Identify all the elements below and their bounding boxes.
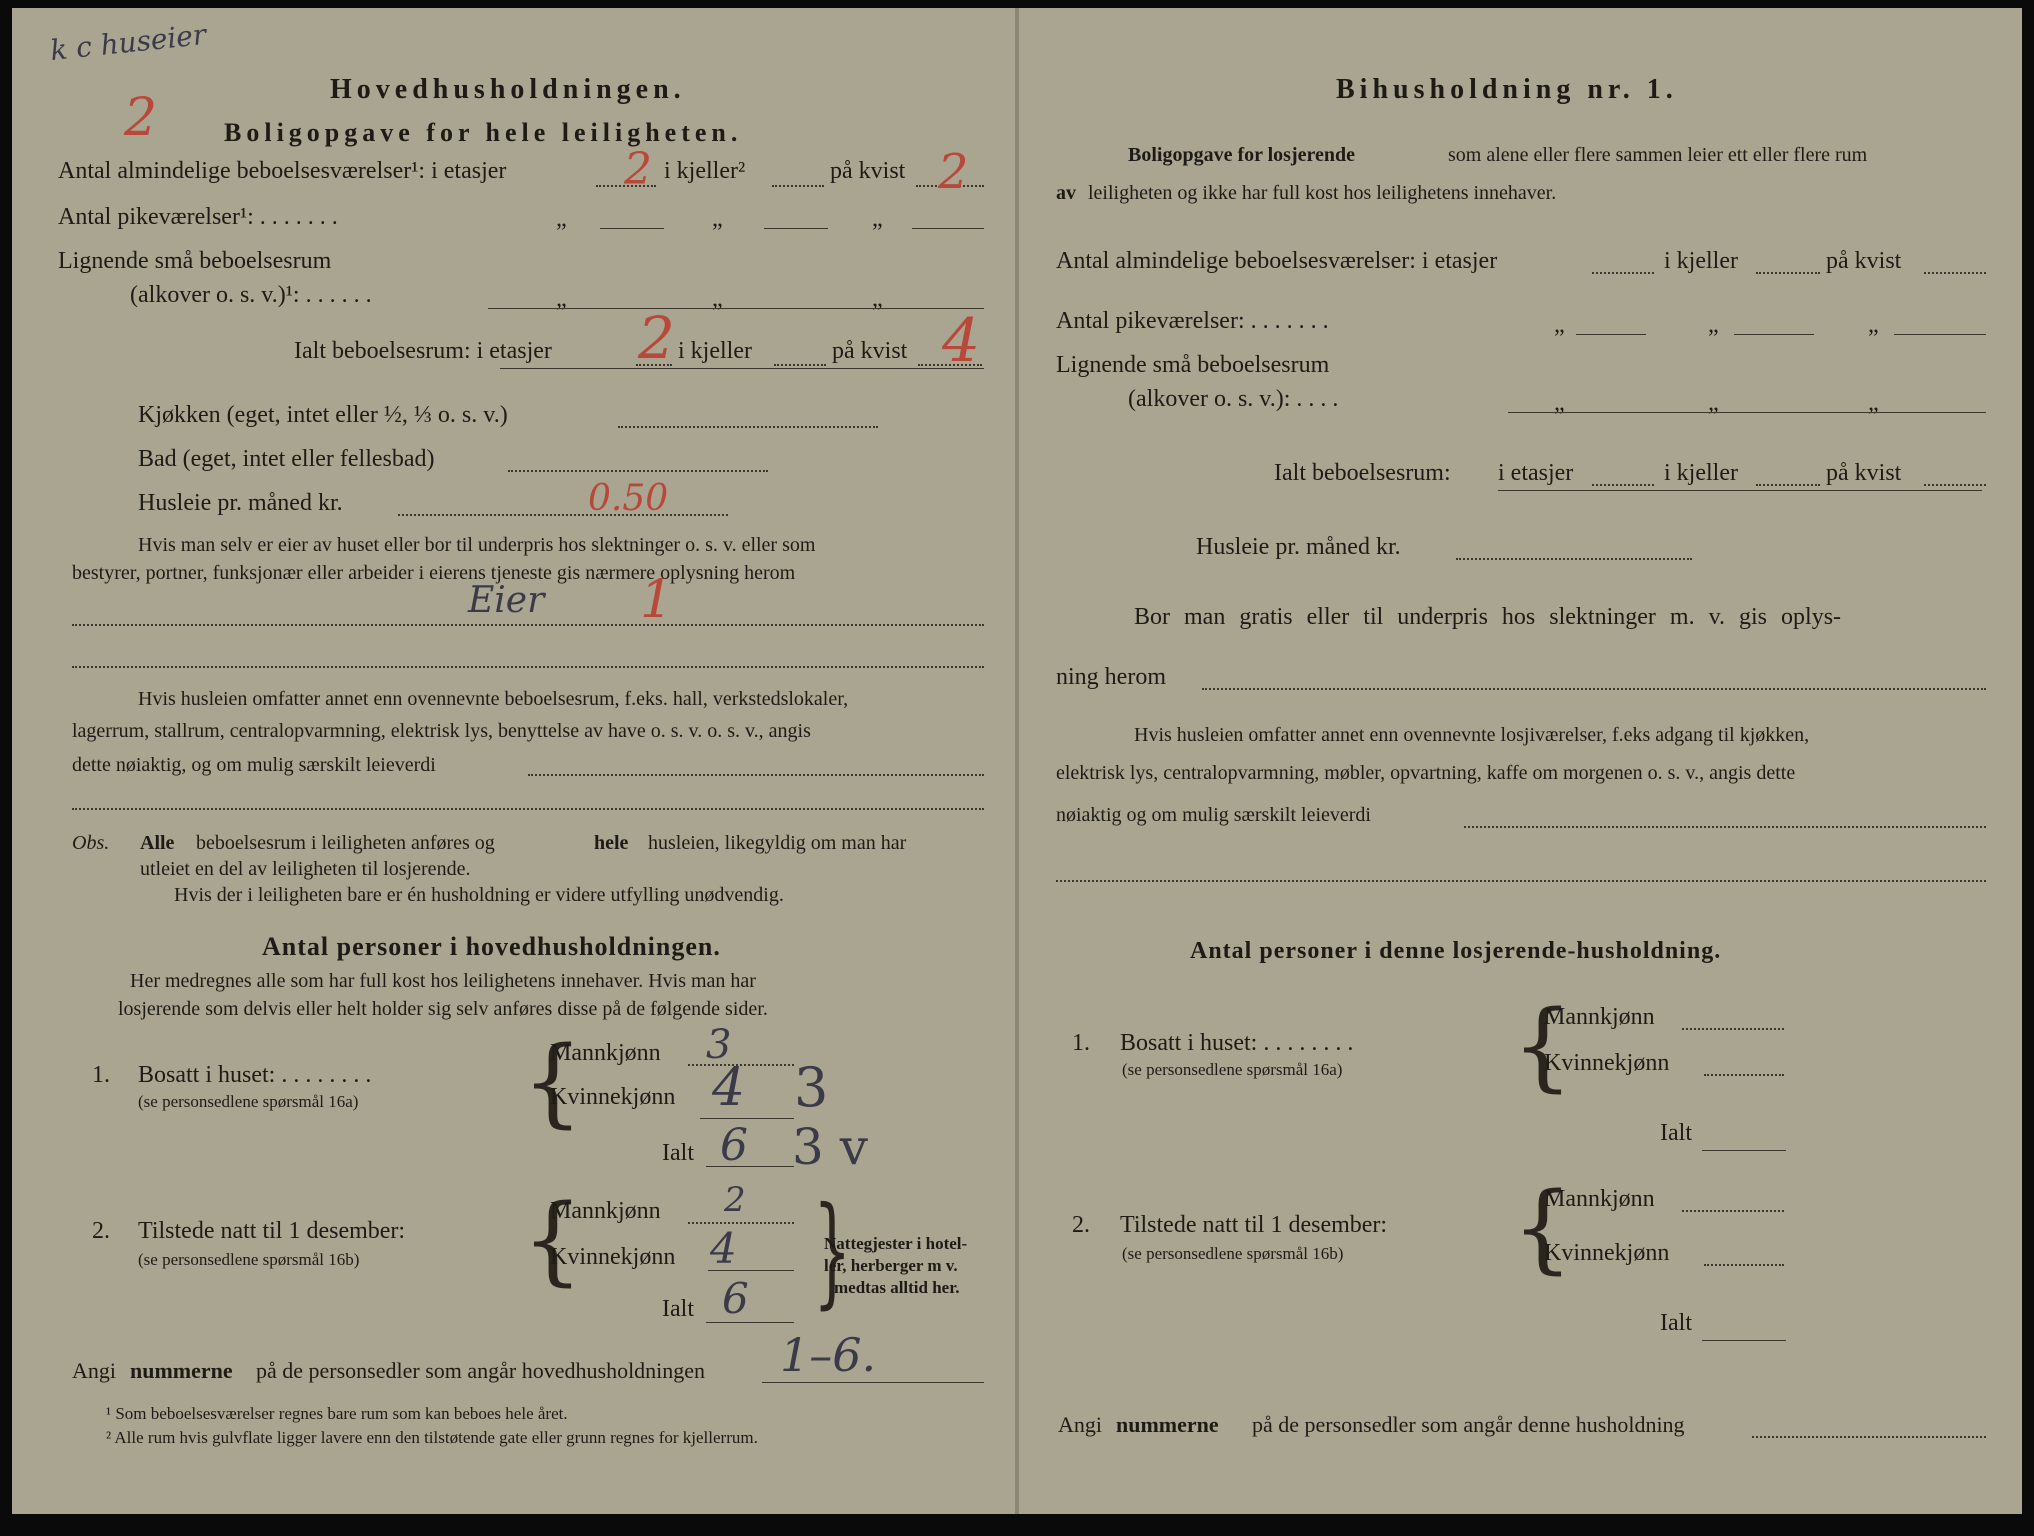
q1-ialt-label: Ialt	[1660, 1120, 1692, 1146]
ditto-mark: „	[1868, 312, 1879, 338]
obs-text-1a: beboelsesrum i leiligheten anføres og	[196, 832, 495, 854]
q1-brace: {	[522, 1026, 584, 1138]
q2-mann-label: Mannkjønn	[550, 1198, 661, 1224]
q2-ialt-label: Ialt	[662, 1296, 694, 1322]
ialt-kjeller-field	[1756, 484, 1820, 486]
ditto-mark: „	[1708, 312, 1719, 338]
ialt-kvist-field	[1924, 484, 1986, 486]
pike-kjeller-field	[1734, 334, 1814, 335]
bad-field	[508, 470, 768, 472]
obs-label: Obs.	[72, 832, 110, 854]
rooms-etasjer-value: 2	[624, 144, 652, 195]
obs-alle: Alle	[140, 832, 175, 854]
ialt-kjeller-label: i kjeller	[1664, 460, 1738, 486]
pike-kvist-field	[1894, 334, 1986, 335]
number-mark: 2	[124, 88, 158, 148]
rooms-kjeller-field	[772, 185, 824, 187]
q2-kvinne-value: 4	[710, 1224, 737, 1273]
rooms-kvist-label: på kvist	[830, 158, 906, 184]
gratis-field	[1202, 688, 1986, 690]
alkover-field	[1508, 412, 1986, 413]
omfatter-text-3: nøiaktig og om mulig særskilt leieverdi	[1056, 804, 1371, 826]
q1-mann-field	[1682, 1028, 1784, 1030]
obs-text-1b: husleien, likegyldig om man har	[648, 832, 907, 854]
corner-note: k c huseier	[48, 17, 208, 68]
persons-sub-1: Her medregnes alle som har full kost hos leilighetens innehaver. Hvis man har	[130, 970, 756, 992]
q1-number: 1.	[92, 1062, 110, 1088]
ditto-mark: „	[712, 206, 723, 232]
q2-kvinne-label: Kvinnekjønn	[1544, 1240, 1670, 1266]
q1-note: (se personsedlene spørsmål 16a)	[138, 1092, 359, 1111]
q2-brace: {	[1512, 1172, 1574, 1284]
omfatter-field-1	[1464, 826, 1986, 828]
husleie-label: Husleie pr. måned kr.	[1196, 534, 1401, 560]
q2-ialt-value: 6	[722, 1274, 749, 1323]
husleie-field	[398, 514, 728, 516]
q1-number: 1.	[1072, 1030, 1090, 1056]
angi-field	[762, 1382, 984, 1383]
angi-c: på de personsedler som angår hovedhusholdningen	[256, 1358, 706, 1383]
angi-a: Angi	[72, 1358, 116, 1383]
angi-b: nummerne	[1116, 1412, 1219, 1437]
rooms-kvist-value: 2	[938, 144, 969, 200]
q1-label: Bosatt i huset: . . . . . . . .	[1120, 1030, 1354, 1056]
alkover-label: (alkover o. s. v.): . . . .	[1128, 386, 1339, 412]
gratis-text-1: Bor man gratis eller til underpris hos slektninger m. v. gis oplys-	[1134, 604, 1842, 630]
q2-ialt-label: Ialt	[1660, 1310, 1692, 1336]
husleie-field	[1456, 558, 1692, 560]
eier-field-2	[72, 666, 984, 668]
q2-number: 2.	[92, 1218, 110, 1244]
nattegjester-2: ler, herberger m v.	[824, 1256, 958, 1275]
q2-mann-field	[688, 1222, 794, 1224]
omfatter-field-2	[1056, 880, 1986, 882]
q2-kvinne-label: Kvinnekjønn	[550, 1244, 676, 1270]
q1-mann-value: 3	[706, 1022, 732, 1068]
sub-household-page	[1018, 8, 2022, 1514]
intro-text-1: som alene eller flere sammen leier ett eller flere rum	[1448, 144, 1868, 166]
omfatter-text-2: lagerrum, stallrum, centralopvarmning, elektrisk lys, benyttelse av have o. s. v. o. s. v., angis	[72, 720, 811, 742]
q2-mann-value: 2	[724, 1180, 746, 1220]
obs-text-3: Hvis der i leiligheten bare er én husholdning er videre utfylling unødvendig.	[174, 884, 784, 906]
ialt-etasjer-label: i etasjer	[1498, 460, 1574, 486]
nattegjester-1: Nattegjester i hotel-	[824, 1234, 968, 1253]
main-household-page	[12, 8, 1016, 1514]
q1-kvinne-label: Kvinnekjønn	[1544, 1050, 1670, 1076]
ditto-mark: „	[556, 206, 567, 232]
page-title: Hovedhusholdningen.	[330, 74, 686, 105]
q2-note: (se personsedlene spørsmål 16b)	[1122, 1244, 1344, 1263]
q2-label: Tilstede natt til 1 desember:	[138, 1218, 406, 1244]
alkover-label: (alkover o. s. v.)¹: . . . . . .	[130, 282, 372, 308]
angi-a: Angi	[1058, 1412, 1102, 1437]
lignende-label: Lignende små beboelsesrum	[58, 248, 332, 274]
persons-sub-2: losjerende som delvis eller helt holder sig selv anføres disse på de følgende sider.	[118, 998, 768, 1020]
q1-kvinne-value: 4	[712, 1058, 746, 1118]
rooms-label: Antal almindelige beboelsesværelser¹: i etasjer	[58, 158, 507, 184]
q1-note: (se personsedlene spørsmål 16a)	[1122, 1060, 1343, 1079]
census-form-sheet	[12, 8, 2022, 1514]
eier-text-2: bestyrer, portner, funksjonær eller arbeider i eierens tjeneste gis nærmere oplysning herom	[72, 562, 796, 584]
eier-field-1	[72, 624, 984, 626]
q2-mann-label: Mannkjønn	[1544, 1186, 1655, 1212]
eier-text-1: Hvis man selv er eier av huset eller bor til underpris hos slektninger o. s. v. eller som	[138, 534, 816, 556]
q1-ialt-value: 6	[720, 1120, 748, 1171]
angi-c: på de personsedler som angår denne husholdning	[1252, 1412, 1685, 1437]
page-subtitle: Boligopgave for hele leiligheten.	[224, 118, 743, 147]
q2-ialt-field	[706, 1322, 794, 1323]
intro-bold: Boligopgave for losjerende	[1128, 144, 1356, 166]
ialt-kjeller-field	[774, 364, 826, 366]
ialt-etasjer-field	[1592, 484, 1654, 486]
lignende-label: Lignende små beboelsesrum	[1056, 352, 1330, 378]
q1-brace: {	[1512, 990, 1574, 1102]
husleie-value: 0.50	[588, 478, 669, 519]
persons-title: Antal personer i denne losjerende-husholdning.	[1190, 938, 1722, 964]
ialt-kvist-label: på kvist	[832, 338, 908, 364]
rooms-kjeller-field	[1756, 272, 1820, 274]
q2-number: 2.	[1072, 1212, 1090, 1238]
ialt-rooms-label: Ialt beboelsesrum:	[1274, 460, 1451, 486]
ditto-mark: „	[872, 206, 883, 232]
husleie-label: Husleie pr. måned kr.	[138, 490, 343, 516]
q1-ialt-label: Ialt	[662, 1140, 694, 1166]
omfatter-field-2	[72, 808, 984, 810]
q1-ialt-pencil: 3 v	[792, 1118, 868, 1176]
ditto-mark: „	[712, 286, 723, 312]
ialt-kjeller-label: i kjeller	[678, 338, 752, 364]
ialt-kvist-label: på kvist	[1826, 460, 1902, 486]
q1-kvinne-pencil: 3	[794, 1056, 829, 1119]
footnote-1: ¹ Som beboelsesværelser regnes bare rum som kan beboes hele året.	[106, 1404, 568, 1423]
omfatter-text-3: dette nøiaktig, og om mulig særskilt leieverdi	[72, 754, 436, 776]
angi-value: 1–6.	[780, 1328, 877, 1382]
pike-label: Antal pikeværelser¹: . . . . . . .	[58, 204, 338, 230]
q2-kvinne-field	[1704, 1264, 1784, 1266]
intro-text-2: leiligheten og ikke har full kost hos leilighetens innehaver.	[1088, 182, 1557, 204]
omfatter-text-2: elektrisk lys, centralopvarmning, møbler, opvartning, kaffe om morgenen o. s. v., angis dette	[1056, 762, 1796, 784]
rooms-kjeller-label: i kjeller	[1664, 248, 1738, 274]
q1-label: Bosatt i huset: . . . . . . . .	[138, 1062, 372, 1088]
pike-etasjer-field	[600, 228, 664, 229]
q2-note: (se personsedlene spørsmål 16b)	[138, 1250, 360, 1269]
omfatter-field-1	[528, 774, 984, 776]
footnote-2: ² Alle rum hvis gulvflate ligger lavere enn den tilstøtende gate eller grunn regnes for kjellerrum.	[106, 1428, 758, 1447]
ditto-mark: „	[1868, 390, 1879, 416]
q2-right-brace: }	[813, 1182, 852, 1321]
rooms-etasjer-field	[1592, 272, 1654, 274]
omfatter-text-1: Hvis husleien omfatter annet enn ovennevnte losjiværelser, f.eks adgang til kjøkken,	[1134, 724, 1810, 746]
ditto-mark: „	[1554, 390, 1565, 416]
nattegjester-3: medtas alltid her.	[834, 1278, 960, 1297]
q2-label: Tilstede natt til 1 desember:	[1120, 1212, 1388, 1238]
omfatter-text-1: Hvis husleien omfatter annet enn ovennevnte beboelsesrum, f.eks. hall, verkstedslokaler,	[138, 688, 849, 710]
gratis-text-2: ning herom	[1056, 664, 1166, 690]
pike-label: Antal pikeværelser: . . . . . . .	[1056, 308, 1329, 334]
q1-mann-label: Mannkjønn	[550, 1040, 661, 1066]
eier-value: Eier	[468, 580, 545, 621]
eier-value-2: 1	[640, 570, 674, 630]
obs-hele: hele	[594, 832, 629, 854]
persons-title: Antal personer i hovedhusholdningen.	[262, 932, 721, 961]
kjokken-label: Kjøkken (eget, intet eller ½, ⅓ o. s. v.)	[138, 402, 508, 428]
ialt-rooms-label: Ialt beboelsesrum: i etasjer	[294, 338, 552, 364]
ditto-mark: „	[1554, 312, 1565, 338]
page-title: Bihusholdning nr. 1.	[1336, 74, 1678, 105]
alkover-field	[488, 308, 984, 309]
pike-kvist-field	[912, 228, 984, 229]
ialt-etasjer-value: 2	[638, 304, 675, 372]
rooms-label: Antal almindelige beboelsesværelser: i etasjer	[1056, 248, 1498, 274]
obs-text-2: utleiet en del av leiligheten til losjerende.	[140, 858, 471, 880]
ditto-mark: „	[556, 286, 567, 312]
q1-kvinne-label: Kvinnekjønn	[550, 1084, 676, 1110]
kjokken-field	[618, 426, 878, 428]
q1-mann-label: Mannkjønn	[1544, 1004, 1655, 1030]
ditto-mark: „	[872, 286, 883, 312]
angi-field	[1752, 1436, 1986, 1438]
ialt-underline	[1498, 490, 1982, 491]
angi-b: nummerne	[130, 1358, 233, 1383]
intro-av: av	[1056, 182, 1076, 204]
q2-ialt-field	[1702, 1340, 1786, 1341]
rooms-kvist-label: på kvist	[1826, 248, 1902, 274]
rooms-kjeller-label: i kjeller²	[664, 158, 746, 184]
q2-mann-field	[1682, 1210, 1784, 1212]
q1-ialt-field	[1702, 1150, 1786, 1151]
q2-brace: {	[522, 1184, 584, 1296]
q1-kvinne-field	[700, 1118, 794, 1119]
bad-label: Bad (eget, intet eller fellesbad)	[138, 446, 435, 472]
rooms-kvist-field	[1924, 272, 1986, 274]
pike-kjeller-field	[764, 228, 828, 229]
ditto-mark: „	[1708, 390, 1719, 416]
pike-etasjer-field	[1576, 334, 1646, 335]
q1-kvinne-field	[1704, 1074, 1784, 1076]
ialt-underline	[500, 368, 984, 369]
ialt-kvist-value: 4	[942, 306, 981, 376]
